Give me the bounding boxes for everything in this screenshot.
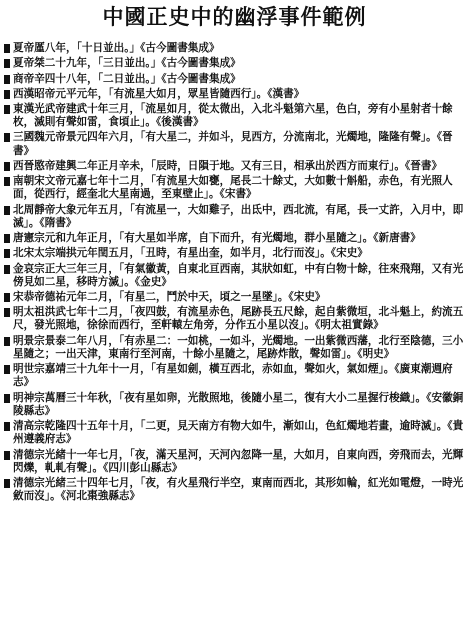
entry-text: 明太祖洪武七年十二月，「夜四鼓，有流星赤色，尾跡長五尺餘，起自紫微垣，北斗魁上，約流五尺，發光照地，徐徐而西行，至軒轅左角旁，分作五小星以沒」。《明太祖實錄》 (13, 306, 464, 332)
list-item (4, 88, 465, 101)
bullet-icon (4, 479, 10, 488)
list-item (4, 73, 465, 86)
list-item (4, 175, 465, 201)
list-item (4, 291, 465, 304)
bullet-icon (4, 206, 10, 215)
entry-text: 清德宗光緒十一年七月，「夜，滿天星河，天河內忽降一星，大如月，自東向西，旁飛而去，光輝閃爍，軋軋有聲」。《四川彭山縣志》 (13, 448, 464, 474)
list-item (4, 449, 465, 475)
entry-text: 宋恭帝德祐元年二月，「有星二，鬥於中天，頃之一星墜」。《宋史》 (13, 291, 326, 304)
list-item (4, 420, 465, 446)
page-title: 中國正史中的幽浮事件範例 (102, 4, 367, 29)
entry-text: 西漢昭帝元平元年，「有流星大如月，眾星皆隨西行」。《漢書》 (13, 87, 305, 100)
list-item (4, 42, 465, 55)
entry-text: 明景宗景泰二年八月，「有赤星二：一如桃，一如斗，光燭地。一出紫微西藩，北行至陰德，三小星隨之；一出天津，東南行至河南，十餘小星隨之，尾跡炸散，聲如雷」。《明史》 (13, 334, 464, 360)
list-item (4, 204, 465, 230)
entry-text: 明世宗嘉靖三十九年十一月，「有星如劍，橫互西北，赤如血，聲如火，氣如煙」。《廣東潮週府志》 (13, 363, 453, 389)
bullet-icon (4, 90, 10, 99)
list-item (4, 477, 465, 503)
entry-text: 清高宗乾隆四十五年十月，「二更，見天南方有物大如牛，漸如山，色紅燭地若畫，逾時滅」。《貴州遵義府志》 (13, 420, 464, 446)
entry-text: 清德宗光緒三十四年七月，「夜，有火星飛行半空，東南而西北，其形如輪，紅光如電燈，一時光斂而沒」。《河北棗強縣志》 (13, 476, 464, 503)
entry-text: 明神宗萬曆三十年秋，「夜有星如卵，光散照地，後隨小星二，復有大小二星握行梭織」。《安徽銅陵縣志》 (13, 391, 464, 417)
entry-text: 三國魏元帝景元四年六月，「有大星二，并如斗，見西方，分流南北，光燭地，隆隆有聲」。《晉書》 (13, 131, 453, 157)
bullet-icon (4, 44, 10, 53)
list-item (4, 160, 465, 173)
bullet-icon (4, 337, 10, 346)
bullet-icon (4, 308, 10, 317)
list-item (4, 103, 465, 129)
entry-text: 北周靜帝大象元年五月，「有流星一，大如雞子，出氐中，西北流，有尾，長一丈許，入月中，即滅」。《隋書》 (13, 203, 464, 229)
bullet-icon (4, 59, 10, 68)
list-item (4, 363, 465, 389)
bullet-icon (4, 75, 10, 84)
entry-text: 北宋太宗端拱元年閏五月，「丑時，有星出奎，如半月，北行而沒」。《宋史》 (13, 247, 368, 260)
bullet-icon (4, 162, 10, 171)
entry-text: 南朝宋文帝元嘉七年十二月，「有流星大如甕，尾長二十餘丈，大如數十斛船，赤色，有光照人面，從西行，經奎北大星南過，至東壁止」。《宋書》 (13, 175, 453, 201)
list-item (4, 263, 465, 289)
entry-list (4, 42, 465, 505)
entry-text: 商帝辛四十八年，「二日並出。」《古今圖書集成》 (13, 72, 241, 85)
entry-text: 夏帝桀二十九年，「三日並出。」《古今圖書集成》 (13, 57, 241, 70)
bullet-icon (4, 105, 10, 114)
entry-text: 金哀宗正大三年三月，「有氣徽黃，自東北亘西南，其狀如虹，中有白物十餘，往來飛翔，又有光傍見如二星，移時方滅」。《金史》 (13, 262, 464, 288)
bullet-icon (4, 234, 10, 243)
list-item (4, 392, 465, 418)
bullet-icon (4, 265, 10, 274)
entry-text: 西晉愍帝建興二年正月辛未，「辰時，日隕于地。又有三日，相承出於西方而東行」。《晉書》 (13, 159, 443, 172)
entry-text: 東漢光武帝建武十年三月，「流星如月，從太微出，入北斗魁第六星，色白，旁有小星射者十餘枚，滅則有聲如雷，食頃止」。《後漢書》 (13, 103, 453, 129)
bullet-icon (4, 422, 10, 431)
list-item (4, 247, 465, 260)
bullet-icon (4, 249, 10, 258)
bullet-icon (4, 365, 10, 374)
bullet-icon (4, 133, 10, 142)
list-item (4, 232, 465, 245)
list-item (4, 335, 465, 361)
list-item (4, 57, 465, 70)
bullet-icon (4, 394, 10, 403)
list-item (4, 306, 465, 332)
bullet-icon (4, 177, 10, 186)
entry-text: 夏帝厪八年，「十日並出。」《古今圖書集成》 (13, 42, 220, 54)
list-item (4, 131, 465, 157)
entry-text: 唐憲宗元和九年正月，「有大星如半席，自下而升，有光燭地，群小星隨之」。《新唐書》 (13, 232, 421, 245)
bullet-icon (4, 451, 10, 460)
bullet-icon (4, 293, 10, 302)
